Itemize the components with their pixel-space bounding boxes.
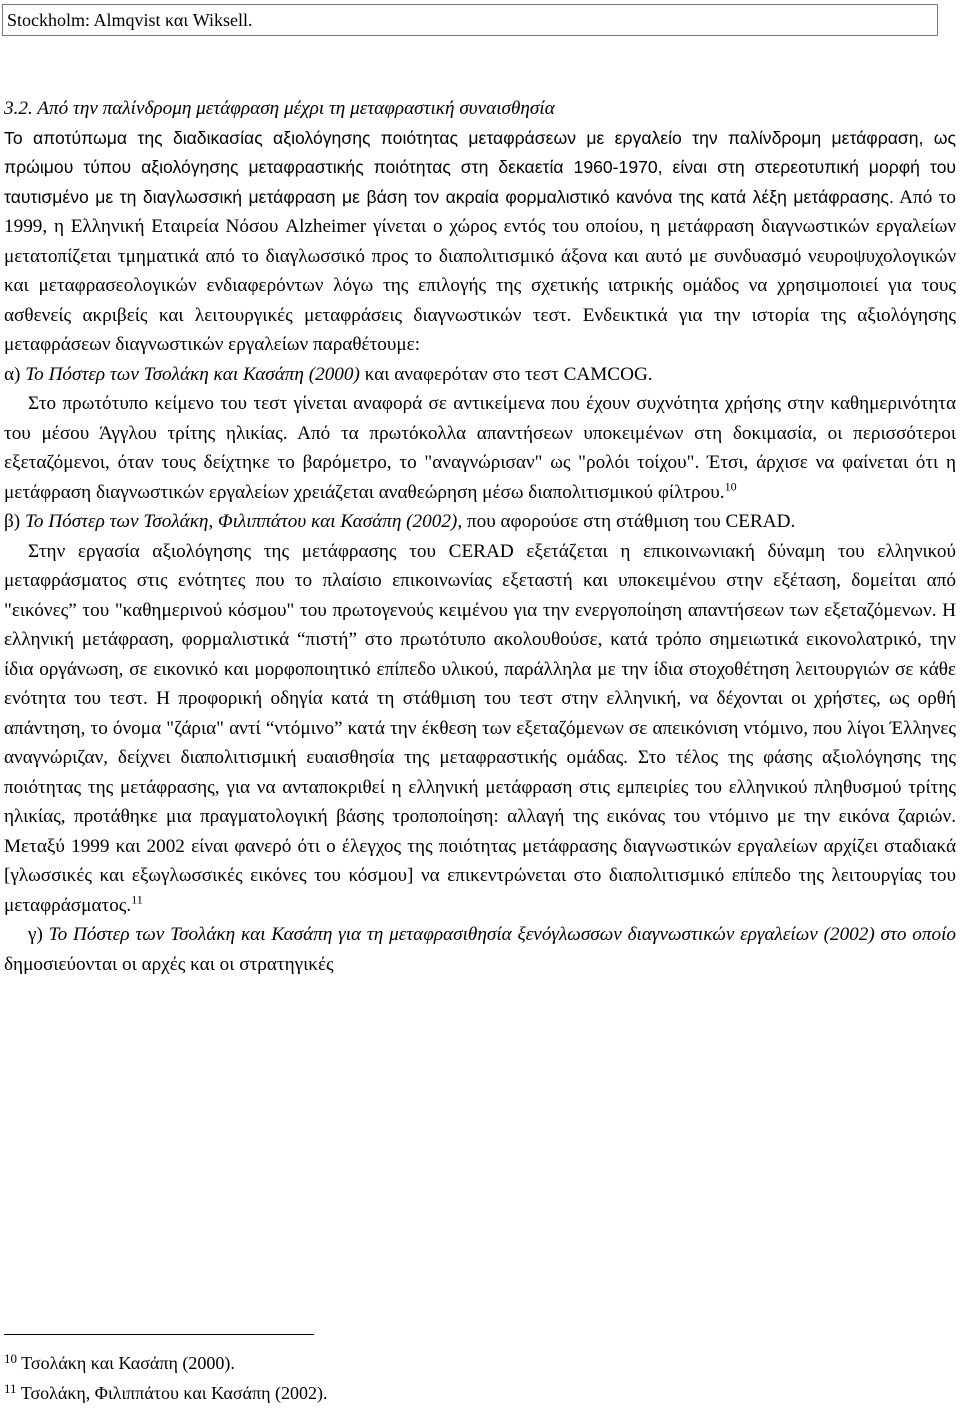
item-c-title: Το Πόστερ των Τσολάκη και Κασάπη για τη μεταφρασιθησία ξενόγλωσσων διαγνωστικών εργαλείων (2002) στο οποίο [48,924,956,945]
paragraph-b [4,537,956,921]
item-a-label: α) [4,363,26,385]
intro-sans-text: Το αποτύπωμα της διαδικασίας αξιολόγησης ποιότητας μεταφράσεων με εργαλείο την παλίνδρομη μετάφραση, ως πρώιμου τύπου αξιολόγησης μεταφραστικής ποιότητας στη δεκαετία 1960-1970, είναι στη στερεοτυπική μορφή του ταυτισμένο με τη διαγλωσσική μετάφραση με βάση τον ακραία φορμαλιστικό κανόνα της κατά λέξη μετάφρασης. [4,127,956,207]
item-c [4,920,956,979]
item-a-rest: και αναφερόταν στο τεστ CAMCOG. [359,363,653,385]
footnote-ref-11[interactable]: 11 [131,892,143,907]
footnote-ref-10[interactable]: 10 [724,479,737,494]
item-c-rest: δημοσιεύονται οι αρχές και οι στρατηγικές [4,953,334,975]
footnote-10-text: Τσολάκη και Κασάπη (2000). [17,1353,235,1373]
document-body [4,94,956,979]
item-b [4,507,956,537]
item-c-label: γ) [28,924,49,945]
footnote-divider [4,1334,314,1335]
footnote-11-text: Τσολάκη, Φιλιππάτου και Κασάπη (2002). [16,1383,328,1403]
item-b-title: Το Πόστερ των Τσολάκη, Φιλιππάτου και Κασάπη (2002), [24,511,463,532]
item-b-rest: που αφορούσε στη στάθμιση του CERAD. [462,511,796,532]
intro-paragraph [4,124,956,360]
item-b-label: β) [4,511,25,532]
paragraph-a [4,389,956,507]
item-a-title: Το Πόστερ των Τσολάκη και Κασάπη (2000) [25,363,360,385]
paragraph-b-text: Στην εργασία αξιολόγησης της μετάφρασης του CERAD εξετάζεται η επικοινωνιακή δύναμη του ελληνικού μεταφράσματος στις ενότητες που το πλαίσιο επικοινωνίας εξεταστή και υποκειμένου στην εξέταση, δομείται από "εικόνες” του "καθημερινού κόσμου" του πρωτογενούς κειμένου για την ενεργοποίηση απαντήσεων των εξεταζόμενων. Η ελληνική μετάφραση, φορμαλιστικά “πιστή” στο πρωτότυπο ακολουθούσε, κατά τρόπο σημειωτικά εικονολατρικό, την ίδια οργάνωση, σε εικονικό και μορφοποιητικό επίπεδο υλικού, παράλληλα με την ίδια στοχοθέτηση λειτουργιών σε κάθε ενότητα του τεστ. Η προφορική οδηγία κατά τη στάθμιση του τεστ στην ελληνική, να δέχονται οι χρήστες, ως ορθή απάντηση, το όνομα "ζάρια" αντί “ντόμινο” κατά την έκθεση των εξεταζόμενων σε απεικόνιση ντόμινο, που λίγοι Έλληνες αναγνώριζαν, δείχνει διαπολιτισμική ευαισθησία της μεταφραστικής ομάδας. Στο τέλος της φάσης αξιολόγησης της ποιότητας της μετάφρασης, για να ανταποκριθεί η ελληνική μετάφραση στις εμπειρίες του ελληνικού πληθυσμού τρίτης ηλικίας, προτάθηκε μια πραγματολογική βάσης τροποποίηση: αλλαγή της εικόνας του ντόμινο με την εικόνα ζαριών. Μεταξύ 1999 και 2002 είναι φανερό ότι ο έλεγχος της ποιότητας μετάφρασης διαγνωστικών εργαλείων αρχίζει σταδιακά [γλωσσικές και εξωγλωσσικές εικόνες του κόσμου] να επικεντρώνεται στο διαπολιτισμικό επίπεδο της λειτουργίας του μεταφράσματος. [4,540,956,916]
paragraph-a-text: Στο πρωτότυπο κείμενο του τεστ γίνεται αναφορά σε αντικείμενα που έχουν συχνότητα χρήσης στην καθημερινότητα του μέσου Άγγλου τρίτης ηλικίας. Από τα πρωτόκολλα απαντήσεων υποκειμένων στη δοκιμασία, οι περισσότεροι εξεταζόμενοι, όταν τους δείχτηκε το βαρόμετρο, το "αναγνώρισαν" ως "ρολόι τοίχου". Έτσι, άρχισε να φαίνεται ότι η μετάφραση διαγνωστικών εργαλείων χρειάζεται αναθεώρηση μέσω διαπολιτισμικού φίλτρου. [4,393,956,503]
header-text: Stockholm: Almqvist και Wiksell. [7,10,253,30]
intro-serif-text: Από το 1999, η Ελληνική Εταιρεία Νόσου Alzheimer γίνεται ο χώρος εντός του οποίου, η μετάφραση διαγνωστικών εργαλείων μετατοπίζεται τμηματικά από το διαγλωσσικό προς το διαπολιτισμικό άξονα και αυτό με συνδυασμό νευροψυχολογικών και μεταφρασεολογικών ενδιαφερόντων λόγω της επιλογής της σχετικής ιατρικής ομάδος να χρησιμοποιεί για τους ασθενείς ακριβείς και λειτουργικές μεταφράσεις διαγνωστικών τεστ. Ενδεικτικά για την ιστορία της αξιολόγησης μεταφράσεων διαγνωστικών εργαλείων παραθέτουμε: [4,186,956,355]
item-a [4,360,956,390]
footnote-11-number: 11 [4,1381,17,1396]
header-box [2,4,938,36]
footnote-10-number: 10 [4,1351,17,1366]
section-heading: 3.2. Από την παλίνδρομη μετάφραση μέχρι τη μεταφραστική συναισθησία [4,98,555,119]
footnote-11 [4,1382,327,1404]
footnote-10 [4,1352,235,1374]
